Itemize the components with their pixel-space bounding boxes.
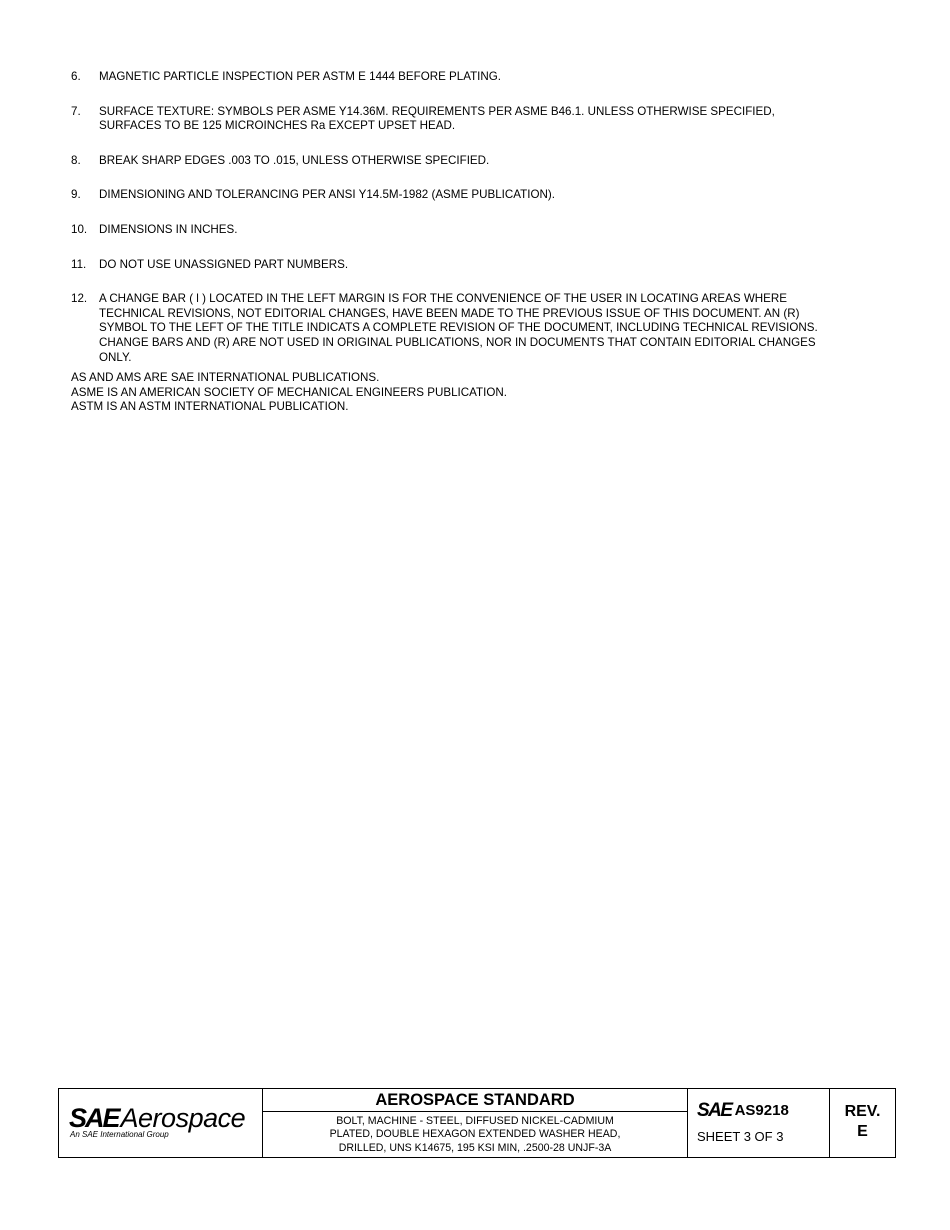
revision-label: REV.: [844, 1103, 881, 1120]
note-number: 8.: [71, 153, 81, 167]
note-line: TECHNICAL REVISIONS, NOT EDITORIAL CHANGES, HAVE BEEN MADE TO THE PREVIOUS ISSUE OF THIS DOCUMENT. AN (R): [99, 306, 800, 320]
sheet-number: SHEET 3 OF 3: [697, 1129, 784, 1144]
publication-line: AS AND AMS ARE SAE INTERNATIONAL PUBLICATIONS.: [71, 371, 380, 385]
note-item: [71, 188, 881, 203]
logo-sae-text: SAE: [69, 1103, 119, 1133]
note-item: [71, 258, 881, 273]
publications-list: [71, 371, 881, 415]
description-line: DRILLED, UNS K14675, 195 KSI MIN, .2500-28 UNJF-3A: [338, 1141, 612, 1154]
title-block-number-cell: [688, 1089, 830, 1157]
logo-subtitle: An SAE International Group: [70, 1130, 169, 1139]
note-line: MAGNETIC PARTICLE INSPECTION PER ASTM E 1444 BEFORE PLATING.: [99, 70, 502, 83]
title-block-title-cell: [263, 1089, 688, 1157]
note-item: [71, 105, 881, 134]
note-number: 11.: [71, 257, 87, 271]
note-text: [99, 258, 881, 273]
description-line: PLATED, DOUBLE HEXAGON EXTENDED WASHER HEAD,: [329, 1128, 621, 1141]
logo-aerospace-text: Aerospace: [120, 1103, 246, 1133]
note-item: [71, 70, 881, 85]
note-text: [99, 223, 881, 238]
publication-line: ASME IS AN AMERICAN SOCIETY OF MECHANICAL ENGINEERS PUBLICATION.: [71, 385, 507, 399]
note-text: [99, 188, 881, 203]
standard-type: AEROSPACE STANDARD: [263, 1089, 687, 1112]
note-number: 9.: [71, 188, 81, 202]
note-line: CHANGE BARS AND (R) ARE NOT USED IN ORIGINAL PUBLICATIONS, NOR IN DOCUMENTS THAT CONTAIN EDITORIAL CHANGES: [99, 335, 816, 349]
note-number: 6.: [71, 70, 81, 83]
publication-line: ASTM IS AN ASTM INTERNATIONAL PUBLICATION.: [71, 400, 349, 414]
note-number: 12.: [71, 292, 88, 306]
revision-value: E: [857, 1123, 868, 1140]
title-block-revision-cell: [830, 1089, 895, 1157]
note-line: DO NOT USE UNASSIGNED PART NUMBERS.: [99, 257, 349, 271]
note-item: [71, 223, 881, 238]
note-text: [99, 70, 881, 85]
note-line: DIMENSIONING AND TOLERANCING PER ANSI Y14.5M-1982 (ASME PUBLICATION).: [99, 188, 555, 202]
title-block-logo-cell: [59, 1089, 263, 1157]
title-block: [58, 1088, 896, 1158]
note-number: 10.: [71, 222, 88, 236]
document-description: [263, 1112, 687, 1157]
document-number: AS9218: [734, 1102, 789, 1119]
note-number: 7.: [71, 104, 81, 118]
note-line: SYMBOL TO THE LEFT OF THE TITLE INDICATS A COMPLETE REVISION OF THE DOCUMENT, INCLUDING TECHNICAL REVISIONS.: [99, 321, 818, 335]
note-line: SURFACES TO BE 125 MICROINCHES Ra EXCEPT UPSET HEAD.: [99, 119, 456, 133]
note-line: SURFACE TEXTURE: SYMBOLS PER ASME Y14.36M. REQUIREMENTS PER ASME B46.1. UNLESS OTHERWISE SPECIFIED,: [99, 104, 775, 118]
note-line: ONLY.: [99, 350, 132, 364]
sae-aerospace-logo: [69, 1104, 245, 1139]
note-line: DIMENSIONS IN INCHES.: [99, 222, 238, 236]
sae-logo-small: SAE: [697, 1100, 732, 1121]
description-line: BOLT, MACHINE - STEEL, DIFFUSED NICKEL-CADMIUM: [336, 1115, 614, 1127]
note-line: BREAK SHARP EDGES .003 TO .015, UNLESS OTHERWISE SPECIFIED.: [99, 153, 490, 167]
note-line: A CHANGE BAR ( l ) LOCATED IN THE LEFT MARGIN IS FOR THE CONVENIENCE OF THE USER IN LOCATING AREAS WHERE: [99, 292, 787, 306]
notes-list: [71, 70, 881, 415]
note-text: [99, 105, 881, 134]
note-item: [71, 292, 881, 365]
note-text: [99, 292, 881, 365]
note-item: [71, 154, 881, 169]
note-text: [99, 154, 881, 169]
